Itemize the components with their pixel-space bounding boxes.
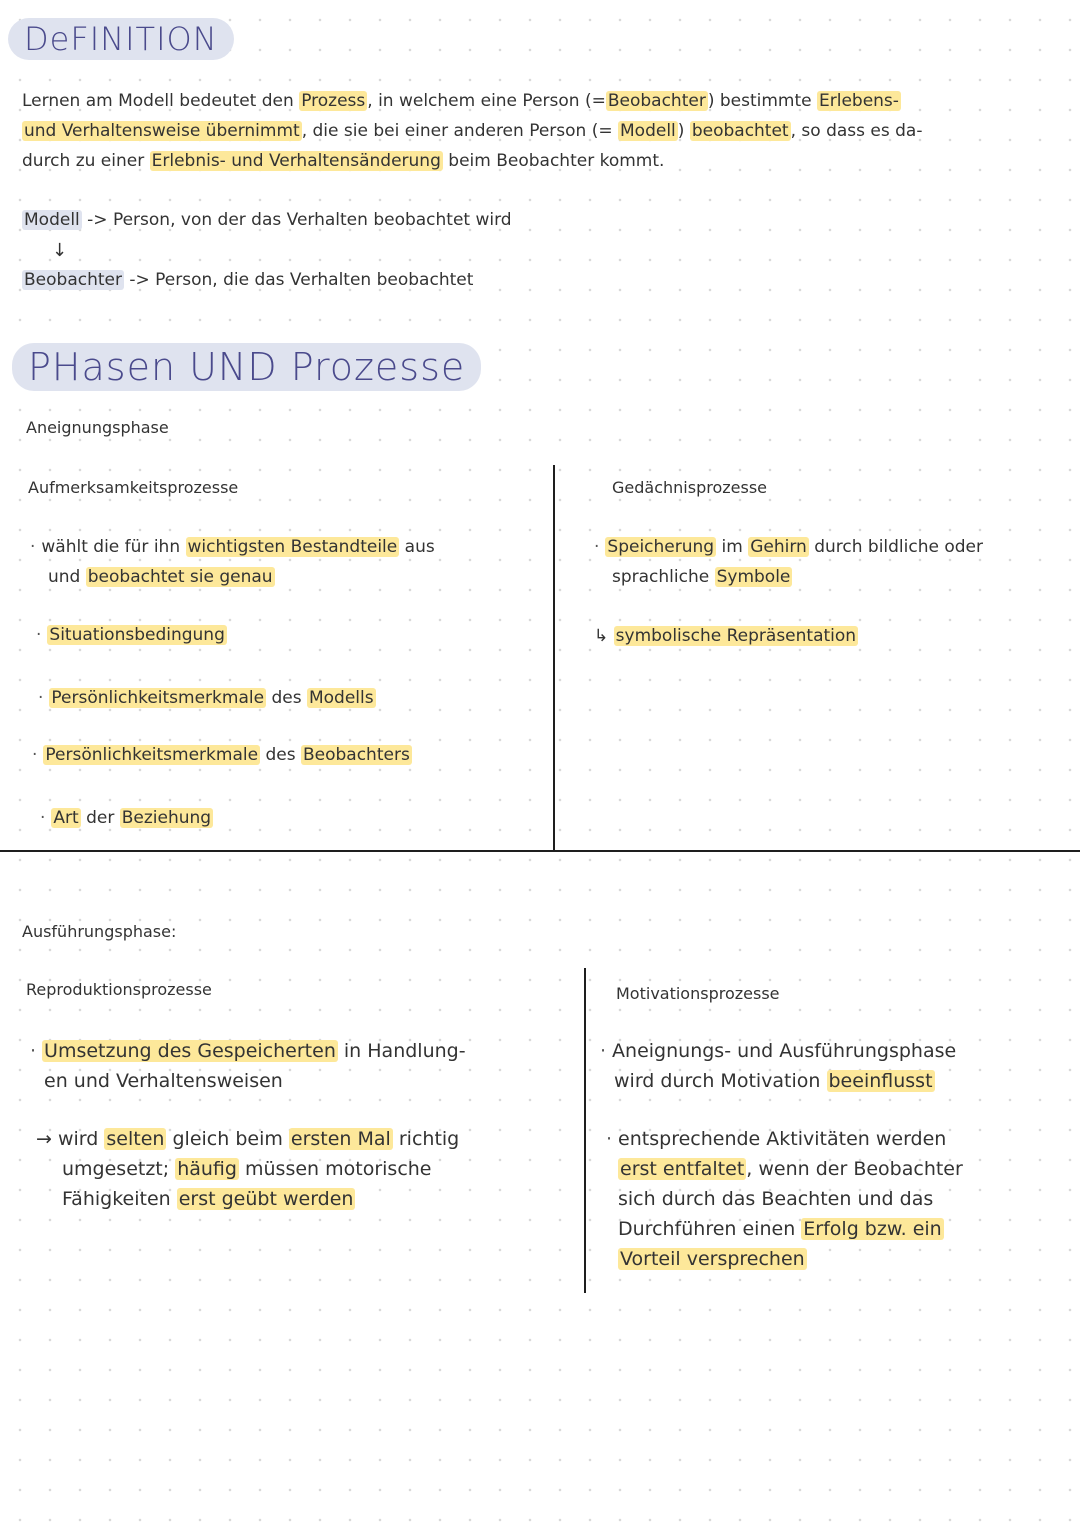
highlight: wichtigsten Bestandteile	[187, 537, 398, 557]
text: der	[80, 808, 120, 828]
beobachter-term: Beobachter	[24, 270, 122, 290]
highlight-verhaltensweise: und Verhaltensweise übernimmt	[24, 121, 300, 141]
motivation-bullet-2	[606, 1124, 1076, 1274]
text: Fähigkeiten	[62, 1188, 177, 1210]
highlight-beobachtet: beobachtet	[691, 121, 789, 141]
reproduktion-bullet-2	[36, 1124, 576, 1214]
aufmerksamkeit-bullet-5	[40, 803, 213, 833]
highlight: Situationsbedingung	[49, 625, 225, 645]
phasen-heading: PHasen UND Prozesse	[12, 343, 481, 391]
highlight: Beziehung	[121, 808, 212, 828]
gedaechtnis-title: Gedächnisprozesse	[612, 478, 767, 497]
text: sprachliche	[612, 567, 715, 587]
highlight: Beobachters	[302, 745, 410, 765]
highlight: Symbole	[716, 567, 791, 587]
text: , in welchem eine Person (=	[367, 91, 606, 111]
down-arrow-icon: ↓	[52, 240, 68, 261]
modell-def: -> Person, von der das Verhalten beobachtet wird	[87, 210, 512, 230]
definition-line-3	[22, 146, 1072, 176]
highlight: Umsetzung des Gespeicherten	[44, 1040, 336, 1062]
highlight-erlebens: Erlebens-	[819, 91, 899, 111]
highlight: Art	[53, 808, 79, 828]
beobachter-definition	[22, 265, 473, 295]
highlight: symbolische Repräsentation	[615, 626, 857, 646]
text: aus	[399, 537, 435, 557]
text: Lernen am Modell bedeutet den	[22, 91, 300, 111]
text: Durchführen einen	[618, 1218, 802, 1240]
highlight: beeinflusst	[828, 1070, 933, 1092]
highlight-beobachter: Beobachter	[607, 91, 706, 111]
divider-vertical-bottom	[584, 968, 586, 1293]
divider-horizontal	[0, 850, 1080, 852]
text: wird durch Motivation	[614, 1070, 827, 1092]
highlight: erst geübt werden	[178, 1188, 354, 1210]
text: richtig	[392, 1128, 460, 1150]
highlight-prozess: Prozess	[301, 91, 366, 111]
highlight: ersten Mal	[290, 1128, 391, 1150]
text: Aneignungs- und Ausführungsphase	[612, 1040, 957, 1062]
text: sich durch das Beachten und das	[618, 1188, 934, 1210]
modell-definition	[22, 205, 512, 235]
aufmerksamkeit-bullet-1	[30, 532, 545, 592]
text: wählt die für ihn	[41, 537, 186, 557]
highlight: Gehirn	[750, 537, 807, 557]
text: ) bestimmte	[707, 91, 817, 111]
arrow-icon: →	[36, 1128, 52, 1150]
text: umgesetzt;	[62, 1158, 176, 1180]
highlight-modell: Modell	[620, 121, 676, 141]
text: gleich beim	[166, 1128, 289, 1150]
aufmerksamkeit-title: Aufmerksamkeitsprozesse	[28, 478, 239, 497]
aufmerksamkeit-bullet-2	[36, 620, 227, 650]
highlight-aenderung: Erlebnis- und Verhaltensänderung	[151, 151, 441, 171]
reproduktion-title: Reproduktionsprozesse	[26, 980, 212, 999]
text: des	[260, 745, 301, 765]
text: in Handlung-	[337, 1040, 466, 1062]
text: )	[677, 121, 690, 141]
ausfuehrungsphase-title: Ausführungsphase:	[22, 922, 177, 941]
highlight: selten	[106, 1128, 165, 1150]
highlight: Erfolg bzw. ein	[803, 1218, 942, 1240]
highlight: Persönlichkeitsmerkmale	[45, 745, 259, 765]
definition-line-1	[22, 86, 1072, 116]
aneignungsphase-title: Aneignungsphase	[26, 418, 169, 437]
motivation-bullet-1	[600, 1036, 1070, 1096]
modell-term: Modell	[24, 210, 80, 230]
beobachter-def: -> Person, die das Verhalten beobachtet	[129, 270, 474, 290]
text: müssen motorische	[238, 1158, 432, 1180]
text: en und Verhaltensweisen	[44, 1070, 283, 1092]
aufmerksamkeit-bullet-3	[38, 683, 376, 713]
gedaechtnis-bullet-2	[594, 621, 858, 651]
definition-line-2	[22, 116, 1072, 146]
definition-paragraph	[22, 86, 1072, 176]
text: , so dass es da-	[790, 121, 923, 141]
text: durch bildliche oder	[808, 537, 984, 557]
highlight: beobachtet sie genau	[87, 567, 273, 587]
text: und	[48, 567, 86, 587]
aufmerksamkeit-bullet-4	[32, 740, 412, 770]
reproduktion-bullet-1	[30, 1036, 580, 1096]
highlight: häufig	[177, 1158, 237, 1180]
text: wird	[57, 1128, 105, 1150]
definition-heading: DeFINITION	[8, 18, 234, 60]
highlight: Speicherung	[607, 537, 715, 557]
text: durch zu einer	[22, 151, 150, 171]
text: , die sie bei einer anderen Person (=	[301, 121, 619, 141]
highlight: Modells	[308, 688, 374, 708]
arrow-icon: ↳	[594, 626, 609, 646]
highlight: erst entfaltet	[620, 1158, 745, 1180]
gedaechtnis-bullet-1	[594, 532, 1064, 592]
text: entsprechende Aktivitäten werden	[618, 1128, 947, 1150]
text: des	[266, 688, 307, 708]
text: beim Beobachter kommt.	[442, 151, 665, 171]
highlight: Vorteil versprechen	[620, 1248, 805, 1270]
text: , wenn der Beobachter	[746, 1158, 963, 1180]
divider-vertical-top	[553, 465, 555, 850]
highlight: Persönlichkeitsmerkmale	[51, 688, 265, 708]
text: im	[716, 537, 749, 557]
motivation-title: Motivationsprozesse	[616, 984, 780, 1003]
